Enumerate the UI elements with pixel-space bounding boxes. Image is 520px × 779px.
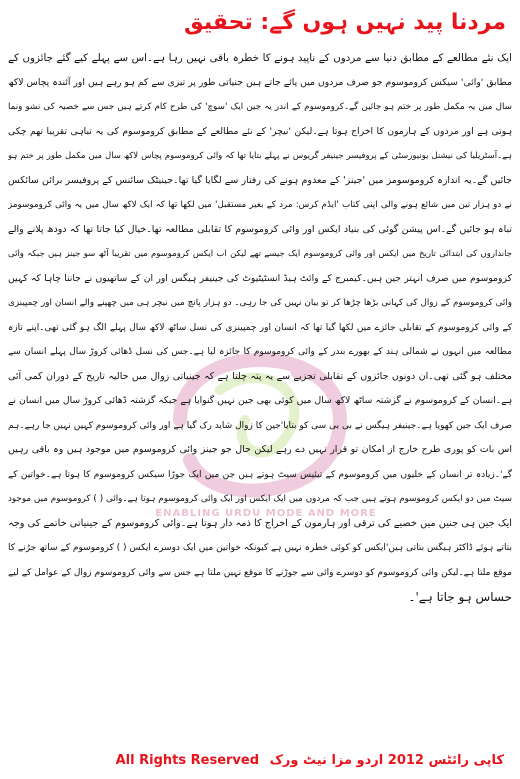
article-body (8, 46, 512, 610)
article-line: اس بات کو پوری طرح خارج از امکان تو قرار نہیں دے رہے لیکن حال جو جینز وائی کروموسوم میں موجود ہیں وہ باقی رہیں (8, 444, 512, 455)
article-line: گے'۔زیادہ تر انسان کے خلیوں میں کروموسوم کے تیئیس سیٹ ہوتے ہیں جن میں ایک جوڑا سیکس کروموسوم کا ہوتا ہے۔خواتین کے (8, 469, 512, 480)
article-line: کروموسوم میں صرف انہتر جین ہیں۔کیمبرج کے وائٹ ہیڈ انسٹیٹیوٹ کی جینیفر ہیگس اور ان کے ساتھیوں نے جاننا چاہا کہ کہیں (8, 272, 512, 284)
article-line: مختلف ہو گئی تھی۔ان دونوں جائزوں کے تقابلی تجزیے سے یہ پتہ چلتا ہے کہ جینیاتی زوال میں حالیہ تاریخ کے دوران کمی آئی (8, 370, 512, 382)
article-line: ہے۔انسان کے کروموسوم نے گزشتہ ساٹھ لاکھ سال میں کوئی بھی جین نہیں گنوایا ہے جبکہ گزشتہ ڈھائی کروڑ سال میں انسان نے (8, 395, 512, 406)
article-line: موقع ملتا ہے۔لیکن وائی کروموسوم کو دوسرے وائی سے جوڑنے کا موقع نہیں ملتا ہے جس سے وائی کروموسوم زوال کے عوامل کے لیے (8, 567, 512, 578)
article-line: وائی کروموسوم کے زوال کی کہانی بڑھا چڑھا کر تو بیان نہیں کی جا رہی۔ دو ہزار پانچ میں نیچر ہی میں چھپنے والے انسان اور چمپینزی (8, 298, 512, 308)
article-line: کے وائی کروموسوم کے تقابلی جائزے میں لکھا گیا تھا کہ انسان اور چمپینزی کی نسل ساٹھ لاکھ سال پہلے الگ ہو گئی تھی۔اپنے تازہ (8, 322, 512, 333)
article-line: سیٹ میں دو ایکس کروموسوم ہوتے ہیں جب کہ مردوں میں ایک ایکس اور ایک وائی کروموسوم ہوتا ہے۔وائی ( ) کروموسوم میں موجود (8, 494, 512, 504)
article-line: نے دو ہزار تین میں شائع ہونے والی اپنی کتاب 'ایڈم کرس: مرد کے بغیر مستقبل' میں لکھا تھا کہ ایک لاکھ سال میں یہ وائی کروموسومز (8, 200, 512, 210)
article-line: مطالعہ میں انہوں نے شمالی ہند کے بھورے بندر کے وائی کروموسوم کا جائزہ لیا ہے۔جس کی نسل ڈھائی کروڑ سال پہلے انسان سے (8, 347, 512, 357)
watermark-tagline: ENABLING URDU MODE AND MORE (155, 508, 377, 519)
article-line: ایک نئے مطالعے کے مطابق دنیا سے مردوں کے ناپید ہونے کا خطرہ باقی نہیں رہا ہے۔اس سے پہلے کیے گئے جائزوں کے (8, 52, 512, 64)
article-line: سال میں یہ مکمل طور پر ختم ہو جائیں گے۔کروموسوم کے اندر یہ جین ایک 'سوچ' کی طرح کام کرتے ہیں جس سے خصیہ کی نشو ونما (8, 102, 512, 112)
article-line: مطابق 'وائی' سیکس کروموسوم جو صرف مردوں میں پائے جاتے ہیں جنیاتی طور پر تیزی سے کم ہو رہے ہیں اور آئندہ پچاس لاکھ (8, 76, 512, 88)
article-line: ایک جین ہی جنین میں خصیے کی ترقی اور ہارمون کے اخراج کا ذمہ دار ہوتا ہے۔وائی کروموسوم کے جینیاتی خاتمے کی وجہ (8, 517, 512, 529)
article-line: حساس ہو جاتا ہے'۔ (408, 590, 512, 604)
article-line: ہوتی ہے اور مردوں کے ہارمون کا اخراج ہوتا ہے۔لیکن 'نیچر' کے نئے مطالعے کے مطابق کروموسوم کی یہ تباہی تقریبا تھم چکی (8, 125, 512, 137)
article-line: ہے۔آسٹریلیا کی نیشنل یونیورسٹی کے پروفیسر جینیفر گریوس نے پہلے بتایا تھا کہ وائی کروموسوم پچاس لاکھ سال میں مکمل طور پر ختم ہو (8, 151, 512, 161)
copyright-text: کاپی رائٹس 2012 اردو مزا نیٹ ورک (269, 753, 504, 768)
article-line: تباہ ہو جائیں گے۔اس پیشن گوئی کی بنیاد ایکس اور وائی کروموسوم کا تقابلی مطالعہ تھا۔خیال کیا جاتا تھا کہ دودھ پلانے والے (8, 223, 512, 235)
article-line: بتاتے ہوئے ڈاکٹر ہیگس بتاتی ہیں'ایکس کو کوئی خطرہ نہیں ہے کیونکہ خواتین میں ایک دوسرے ایکس ( ) کروموسوم کے ساتھ جڑنے کا (8, 543, 512, 553)
article-line: جائیں گے۔یہ اندازہ کروموسومز میں 'جینز' کے معدوم ہونے کی رفتار سے لگایا گیا تھا۔جینیٹک سائنس کے پروفیسر برائن سائکس (8, 174, 512, 186)
rights-text: All Rights Reserved (115, 753, 260, 768)
article-line: جانداروں کی ابتدائی تاریخ میں ایکس اور وائی کروموسوم ایک جیسے تھے لیکن اب ایکس کروموسوم میں تقریبا آٹھ سو جینز ہیں جبکہ وائی (8, 249, 512, 259)
footer (116, 751, 504, 771)
article-title: مردنا پید نہیں ہوں گے: تحقیق (184, 10, 506, 35)
article-line: صرف ایک جین کھویا ہے۔جینیفر ہیگس نے بی بی سی کو بتایا'جین کا زوال شاید رک گیا ہے اور وائی کروموسوم کہیں نہیں جا رہے۔ہم (8, 420, 512, 431)
